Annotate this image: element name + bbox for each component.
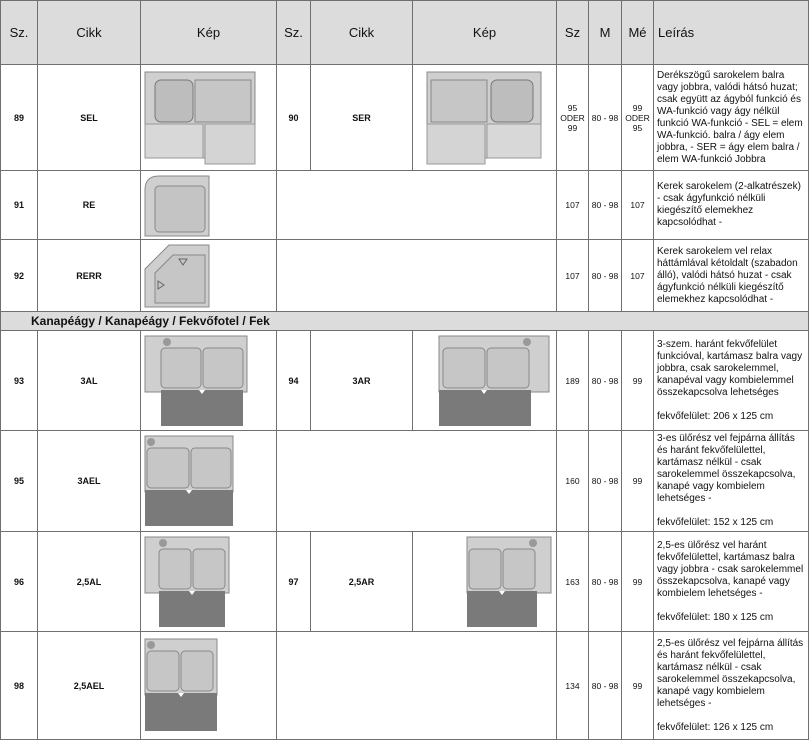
empty-cell	[277, 171, 557, 240]
item-number: 96	[1, 532, 38, 632]
dim-height: 80 - 98	[589, 431, 622, 532]
header-description: Leírás	[654, 1, 809, 65]
description	[654, 65, 809, 171]
sofa-bed-image-2	[413, 331, 557, 431]
dim-width: 134	[557, 632, 589, 740]
sofa-bed-image	[141, 632, 277, 740]
item-code-2: 3AR	[311, 331, 413, 431]
header-depth: Mé	[622, 1, 654, 65]
dim-width: 107	[557, 171, 589, 240]
header-width: Sz	[557, 1, 589, 65]
header-cikk: Cikk	[38, 1, 141, 65]
dim-depth: 107	[622, 240, 654, 312]
dim-depth: 99	[622, 632, 654, 740]
description-text: 2,5-es ülőrész vel fejpárna állítás és haránt fekvőfelülettel, kartámasz nélkül - csak sarokelemmel összekapcsolva, kanapé vagy kombielem lehetséges -	[657, 637, 804, 709]
description-text: 3-szem. haránt fekvőfelület funkcióval, kartámasz balra vagy jobbra, csak sarokelemmel, kanapéval vagy kombielemmel összekapcsolva lehetséges	[657, 338, 803, 398]
table-row	[1, 632, 809, 740]
header-cikk-2: Cikk	[311, 1, 413, 65]
table-row	[1, 65, 809, 171]
header-sz: Sz.	[1, 1, 38, 65]
item-number-2: 94	[277, 331, 311, 431]
dim-width: 107	[557, 240, 589, 312]
item-number-2: 97	[277, 532, 311, 632]
dim-depth: 99	[622, 431, 654, 532]
empty-cell	[277, 632, 557, 740]
description	[654, 632, 809, 740]
table-row	[1, 240, 809, 312]
dim-height: 80 - 98	[589, 65, 622, 171]
item-code-2: SER	[311, 65, 413, 171]
table-row	[1, 331, 809, 431]
dim-width: 189	[557, 331, 589, 431]
sofa-bed-image	[141, 331, 277, 431]
description-text: Derékszögű sarokelem balra vagy jobbra, valódi hátsó huzat; csak együtt az ágyból funkció és WA-funkció vagy ágy nélkül funkció WA-funkció - SEL = elem WA-funkció. balra / ágy elem jobbra, - SER = ágy elem balra / elem WA-funkció Jobbra	[657, 69, 803, 165]
dim-height: 80 - 98	[589, 171, 622, 240]
dim-depth: 107	[622, 171, 654, 240]
dim-width: 160	[557, 431, 589, 532]
item-number: 95	[1, 431, 38, 532]
section-header-row	[1, 312, 809, 331]
item-code: 2,5AEL	[38, 632, 141, 740]
dim-height: 80 - 98	[589, 240, 622, 312]
item-number: 89	[1, 65, 38, 171]
description-text: 2,5-es ülőrész vel haránt fekvőfelülettel, kartámasz balra vagy jobbra - csak sarokelemmel összekapcsolva, kanapé vagy kombielem lehetséges -	[657, 539, 804, 599]
description-text: Kerek sarokelem vel relax háttámlával kétoldalt (szabadon álló), valódi hátsó huzat - csak ágyfunkció nélküli kiegészítő elemekhez kapcsolódhat -	[657, 245, 798, 305]
item-code: 2,5AL	[38, 532, 141, 632]
sleeping-area-text: fekvőfelület: 126 x 125 cm	[657, 721, 774, 733]
empty-cell	[277, 240, 557, 312]
description	[654, 532, 809, 632]
header-kep: Kép	[141, 1, 277, 65]
item-code: 3AL	[38, 331, 141, 431]
dim-height: 80 - 98	[589, 632, 622, 740]
sleeping-area-text: fekvőfelület: 152 x 125 cm	[657, 517, 774, 528]
header-sz-2: Sz.	[277, 1, 311, 65]
item-code: RE	[38, 171, 141, 240]
item-number: 92	[1, 240, 38, 312]
item-number: 91	[1, 171, 38, 240]
round-corner-image	[141, 171, 277, 240]
sleeping-area-text: fekvőfelület: 206 x 125 cm	[657, 410, 774, 422]
item-number: 93	[1, 331, 38, 431]
dim-width: 95 ODER 99	[557, 65, 589, 171]
sofa-corner-image	[141, 65, 277, 171]
item-code: 3AEL	[38, 431, 141, 532]
dim-height: 80 - 98	[589, 331, 622, 431]
dim-depth: 99 ODER 95	[622, 65, 654, 171]
sleeping-area-text: fekvőfelület: 180 x 125 cm	[657, 611, 774, 623]
description-text: Kerek sarokelem (2-alkatrészek) - csak ágyfunkció nélküli kiegészítő elemekhez kapcsolódhat -	[657, 181, 801, 228]
sofa-bed-image-2	[413, 532, 557, 632]
item-number-2: 90	[277, 65, 311, 171]
empty-cell	[277, 431, 557, 532]
sofa-corner-image-2	[413, 65, 557, 171]
table-row	[1, 171, 809, 240]
dim-height: 80 - 98	[589, 532, 622, 632]
header-row	[1, 1, 809, 65]
description	[654, 331, 809, 431]
description	[654, 431, 809, 532]
header-kep-2: Kép	[413, 1, 557, 65]
sofa-bed-image	[141, 532, 277, 632]
dim-width: 163	[557, 532, 589, 632]
description	[654, 171, 809, 240]
description-text: 3-es ülőrész vel fejpárna állítás és haránt fekvőfelülettel, kartámasz nélkül - csak sarokelemmel összekapcsolva, kanapé vagy kombielem lehetséges -	[657, 433, 796, 504]
description	[654, 240, 809, 312]
item-code: RERR	[38, 240, 141, 312]
item-code-2: 2,5AR	[311, 532, 413, 632]
section-title: Kanapéágy / Kanapéágy / Fekvőfotel / Fek	[1, 312, 809, 331]
table-row	[1, 532, 809, 632]
relax-corner-image	[141, 240, 277, 312]
dim-depth: 99	[622, 331, 654, 431]
item-number: 98	[1, 632, 38, 740]
dim-depth: 99	[622, 532, 654, 632]
header-height: M	[589, 1, 622, 65]
item-code: SEL	[38, 65, 141, 171]
sofa-bed-image	[141, 431, 277, 532]
table-row	[1, 431, 809, 532]
